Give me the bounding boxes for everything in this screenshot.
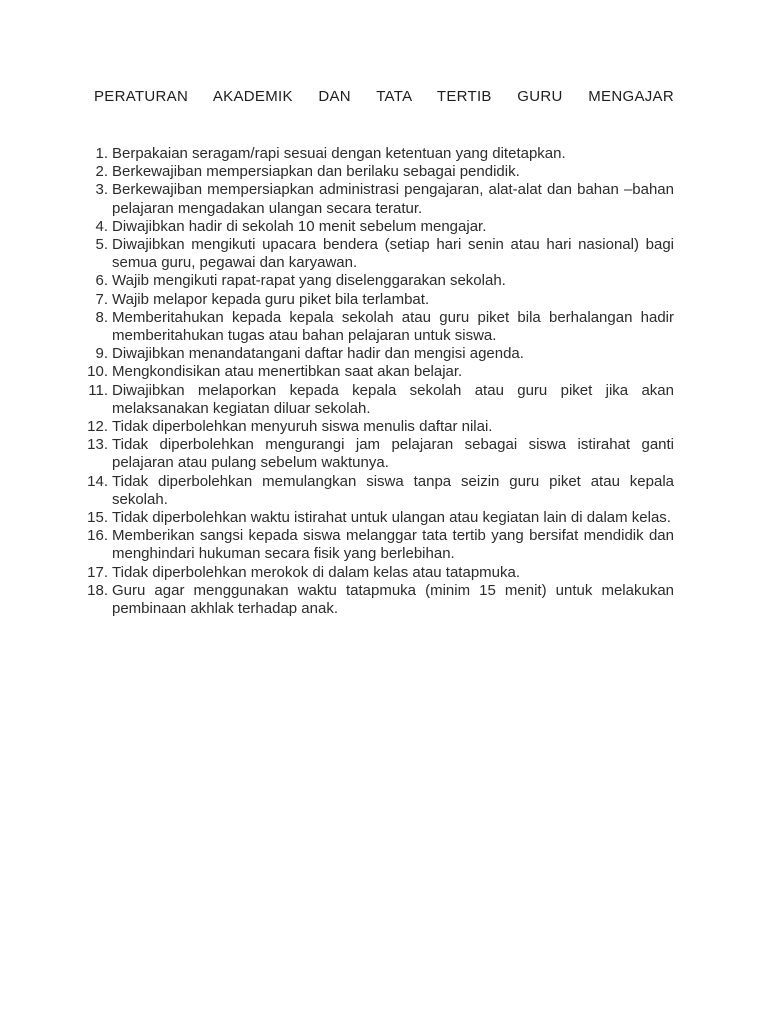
rule-number: 16.: [87, 527, 108, 545]
rule-number: 14.: [87, 472, 108, 490]
rule-item: [74, 309, 674, 345]
rule-text: Berpakaian seragam/rapi sesuai dengan ketentuan yang ditetapkan.: [112, 145, 566, 162]
rule-text: Wajib mengikuti rapat-rapat yang diselenggarakan sekolah.: [112, 272, 506, 290]
rule-text: Diwajibkan hadir di sekolah 10 menit sebelum mengajar.: [112, 217, 487, 235]
rule-item: [74, 272, 674, 290]
rule-text: Tidak diperbolehkan merokok di dalam kelas atau tatapmuka.: [112, 563, 521, 581]
rule-text: Tidak diperbolehkan waktu istirahat untuk ulangan atau kegiatan lain di dalam kelas.: [112, 509, 671, 527]
rule-item: [74, 345, 674, 363]
rule-item: [74, 436, 674, 472]
rule-number: 12.: [87, 418, 108, 436]
rule-text: Guru agar menggunakan waktu tatapmuka (minim 15 menit) untuk melakukan pembinaan akhlak terhadap anak.: [112, 581, 674, 618]
rule-item: [74, 163, 674, 181]
rule-text: Tidak diperbolehkan memulangkan siswa tanpa seizin guru piket atau kepala sekolah.: [112, 472, 674, 508]
rule-text: Tidak diperbolehkan mengurangi jam pelajaran sebagai siswa istirahat ganti pelajaran atau pulang sebelum waktunya.: [112, 436, 674, 472]
rule-item: [74, 418, 674, 436]
rule-text: Diwajibkan mengikuti upacara bendera (setiap hari senin atau hari nasional) bagi semua guru, pegawai dan karyawan.: [112, 236, 674, 272]
rule-text: Berkewajiban mempersiapkan dan berilaku sebagai pendidik.: [112, 163, 520, 181]
rule-number: 4.: [95, 217, 108, 235]
rule-item: [74, 509, 674, 527]
rule-item: [74, 363, 674, 381]
rule-number: 6.: [95, 272, 108, 290]
rule-item: [74, 382, 674, 418]
rule-number: 15.: [87, 509, 108, 527]
rule-number: 17.: [87, 563, 108, 581]
rule-text: Diwajibkan menandatangani daftar hadir dan mengisi agenda.: [112, 345, 524, 363]
rule-item: [74, 218, 674, 236]
rule-text: Memberikan sangsi kepada siswa melanggar tata tertib yang bersifat mendidik dan menghindari hukuman secara fisik yang berlebihan.: [112, 527, 674, 563]
rule-item: [74, 181, 674, 217]
rule-number: 11.: [88, 381, 108, 399]
rule-item: [74, 291, 674, 309]
rule-text: Mengkondisikan atau menertibkan saat akan belajar.: [112, 363, 463, 381]
rule-text: Berkewajiban mempersiapkan administrasi pengajaran, alat-alat dan bahan –bahan pelajaran mengadakan ulangan secara teratur.: [112, 181, 674, 217]
rule-text: Wajib melapor kepada guru piket bila terlambat.: [112, 290, 430, 308]
rule-number: 8.: [95, 308, 108, 326]
rule-number: 9.: [95, 345, 108, 363]
rules-list: [74, 145, 674, 618]
rule-number: 5.: [95, 236, 108, 254]
rule-text: Memberitahukan kepada kepala sekolah atau guru piket bila berhalangan hadir memberitahukan tugas atau bahan pelajaran untuk siswa.: [112, 308, 674, 345]
rule-item: [74, 527, 674, 563]
rule-number: 13.: [87, 436, 108, 454]
rule-item: [74, 473, 674, 509]
rule-item: [74, 145, 674, 163]
rule-number: 10.: [87, 363, 108, 381]
rule-number: 7.: [95, 290, 108, 308]
rule-number: 1.: [95, 145, 108, 162]
rule-item: [74, 236, 674, 272]
rule-item: [74, 564, 674, 582]
rule-number: 18.: [87, 581, 108, 599]
rule-number: 2.: [95, 163, 108, 181]
document-title: PERATURAN AKADEMIK DAN TATA TERTIB GURU MENGAJAR: [94, 88, 674, 105]
rule-number: 3.: [95, 181, 108, 199]
rule-text: Tidak diperbolehkan menyuruh siswa menulis daftar nilai.: [112, 418, 493, 436]
rule-item: [74, 582, 674, 618]
rule-text: Diwajibkan melaporkan kepada kepala sekolah atau guru piket jika akan melaksanakan kegiatan diluar sekolah.: [112, 381, 674, 417]
